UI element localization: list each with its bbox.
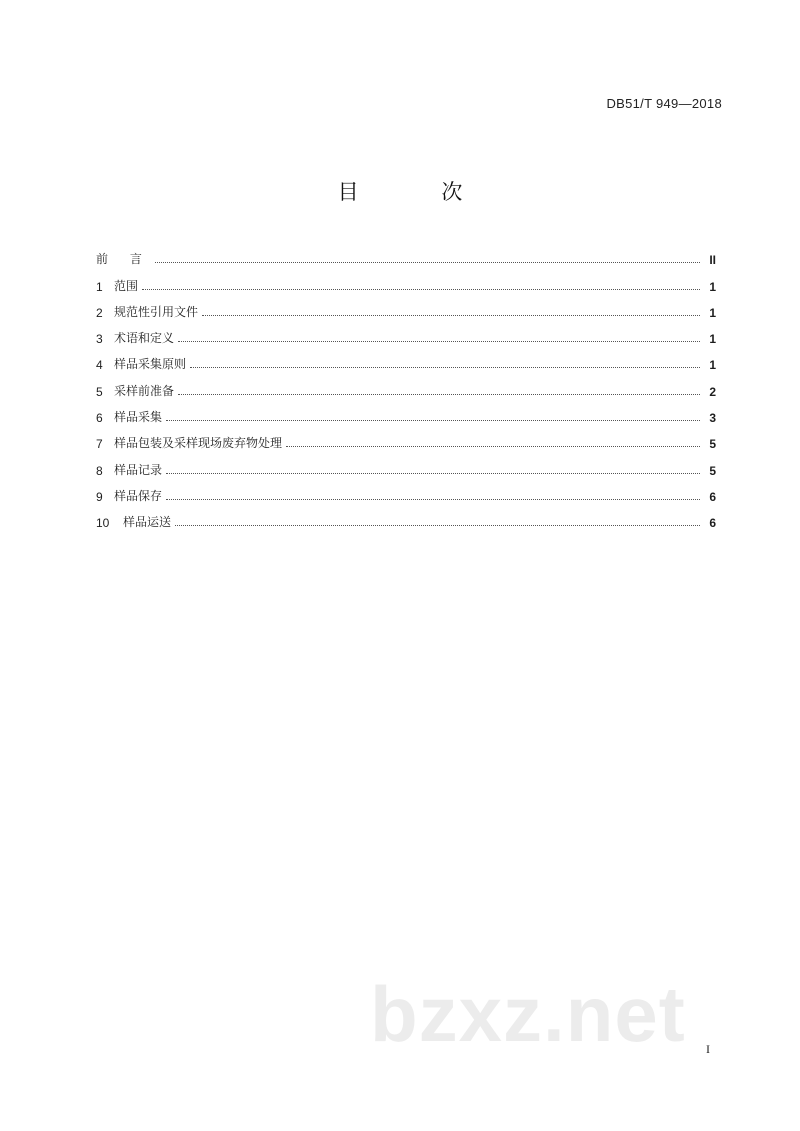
toc-entry-page: 5 xyxy=(709,437,716,452)
toc-entry-label: 样品运送 xyxy=(123,515,172,530)
toc-entry-page: 6 xyxy=(709,489,716,504)
toc-entry-number: 10 xyxy=(96,516,110,531)
toc-entry-foreword[interactable] xyxy=(96,241,716,267)
toc-entry-label: 术语和定义 xyxy=(114,331,175,346)
toc-entry-normative-references[interactable] xyxy=(96,294,716,320)
toc-leader-dots xyxy=(202,315,700,316)
document-code: DB51/T 949—2018 xyxy=(606,96,722,111)
toc-entry-sampling-principles[interactable] xyxy=(96,346,716,372)
toc-entry-label: 前 言 xyxy=(96,252,151,267)
toc-entry-sample-storage[interactable] xyxy=(96,478,716,504)
toc-entry-label: 样品包装及采样现场废弃物处理 xyxy=(114,436,283,451)
page-number: I xyxy=(706,1042,710,1056)
toc-leader-dots xyxy=(166,473,700,474)
toc-entry-sample-collection[interactable] xyxy=(96,399,716,425)
toc-entry-page: 1 xyxy=(709,358,716,373)
toc-entry-number: 8 xyxy=(96,463,103,478)
toc-entry-page: 2 xyxy=(709,384,716,399)
toc-entry-page: 1 xyxy=(709,279,716,294)
toc-entry-label: 样品保存 xyxy=(114,488,163,503)
table-of-contents xyxy=(96,241,716,530)
toc-entry-number: 9 xyxy=(96,489,103,504)
toc-leader-dots xyxy=(178,341,700,342)
toc-leader-dots xyxy=(175,525,700,526)
toc-leader-dots xyxy=(178,394,700,395)
toc-leader-dots xyxy=(155,262,700,263)
toc-entry-label: 规范性引用文件 xyxy=(114,304,199,319)
toc-entry-page: 6 xyxy=(709,516,716,531)
toc-entry-page: II xyxy=(709,253,716,268)
toc-entry-page: 1 xyxy=(709,305,716,320)
toc-entry-terms-definitions[interactable] xyxy=(96,320,716,346)
toc-entry-label: 样品采集原则 xyxy=(114,357,187,372)
toc-leader-dots xyxy=(166,420,700,421)
toc-entry-page: 1 xyxy=(709,332,716,347)
toc-entry-number: 1 xyxy=(96,279,103,294)
toc-entry-sample-transport[interactable] xyxy=(96,504,716,530)
toc-entry-label: 采样前准备 xyxy=(114,383,175,398)
watermark: bzxz.net xyxy=(370,970,686,1058)
toc-entry-label: 样品采集 xyxy=(114,410,163,425)
toc-entry-number: 4 xyxy=(96,358,103,373)
toc-leader-dots xyxy=(166,499,700,500)
toc-entry-sample-records[interactable] xyxy=(96,451,716,477)
toc-entry-scope[interactable] xyxy=(96,267,716,293)
toc-entry-page: 5 xyxy=(709,463,716,478)
toc-entry-number: 3 xyxy=(96,332,103,347)
toc-leader-dots xyxy=(142,289,700,290)
toc-entry-number: 5 xyxy=(96,384,103,399)
toc-leader-dots xyxy=(190,367,700,368)
toc-entry-number: 7 xyxy=(96,437,103,452)
toc-entry-pre-sampling-preparation[interactable] xyxy=(96,372,716,398)
toc-entry-number: 2 xyxy=(96,305,103,320)
toc-entry-packaging-waste[interactable] xyxy=(96,425,716,451)
toc-title: 目 次 xyxy=(337,180,501,204)
toc-entry-number: 6 xyxy=(96,411,103,426)
toc-entry-page: 3 xyxy=(709,411,716,426)
toc-leader-dots xyxy=(286,446,700,447)
toc-entry-label: 样品记录 xyxy=(114,462,163,477)
toc-entry-label: 范围 xyxy=(114,278,139,293)
